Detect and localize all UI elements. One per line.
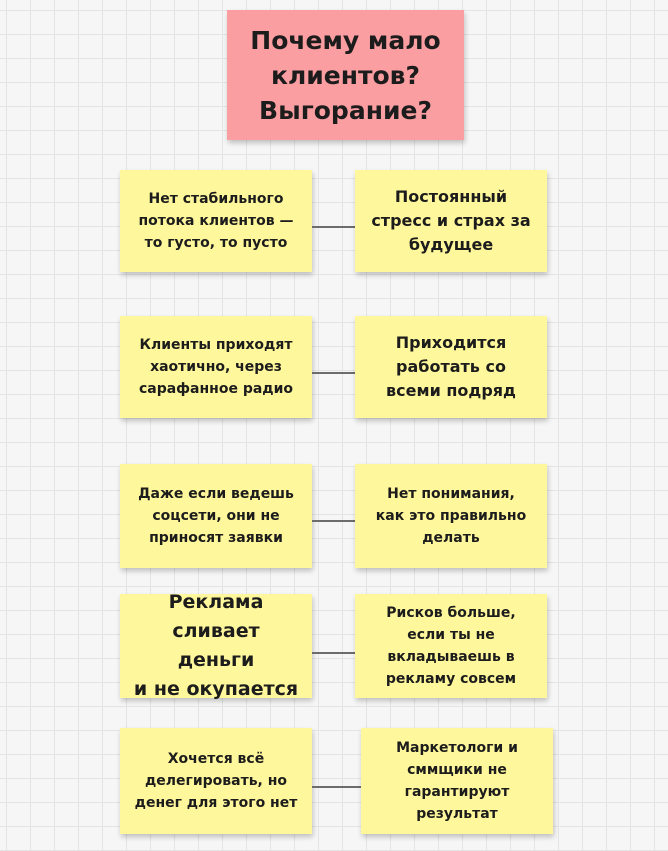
effect-note-5[interactable] — [361, 728, 553, 834]
effect-text-3: Нет понимания, как это правильно делать — [375, 486, 527, 546]
cause-text-5: Хочется всё делегировать, но денег для этого нет — [134, 751, 298, 811]
cause-text-1: Нет стабильного потока клиентов — то густо, то пусто — [138, 191, 294, 251]
connector-line-4 — [312, 652, 355, 654]
cause-text-2: Клиенты приходят хаотично, через сарафанное радио — [138, 337, 294, 397]
title-text: Почему мало клиентов? Выгорание? — [250, 25, 441, 125]
connector-line-1 — [312, 226, 355, 228]
effect-note-1[interactable] — [355, 170, 547, 272]
connector-line-5 — [312, 786, 361, 788]
effect-text-5: Маркетологи и сммщики не гарантируют результат — [396, 740, 518, 822]
cause-note-5[interactable] — [120, 728, 312, 834]
connector-line-3 — [312, 520, 355, 522]
cause-note-2[interactable] — [120, 316, 312, 418]
cause-note-1[interactable] — [120, 170, 312, 272]
effect-text-2: Приходится работать со всеми подряд — [386, 333, 516, 400]
effect-note-2[interactable] — [355, 316, 547, 418]
cause-text-4: Реклама сливает деньги и не окупается — [133, 591, 299, 700]
effect-text-1: Постоянный стресс и страх за будущее — [371, 187, 531, 254]
effect-note-4[interactable] — [355, 594, 547, 698]
cause-text-3: Даже если ведешь соцсети, они не приносят заявки — [138, 486, 294, 546]
connector-line-2 — [312, 372, 355, 374]
effect-note-3[interactable] — [355, 464, 547, 568]
effect-text-4: Рисков больше, если ты не вкладываешь в рекламу совсем — [385, 605, 517, 687]
title-note[interactable] — [227, 10, 464, 140]
cause-note-4[interactable] — [120, 591, 312, 700]
cause-note-3[interactable] — [120, 464, 312, 568]
